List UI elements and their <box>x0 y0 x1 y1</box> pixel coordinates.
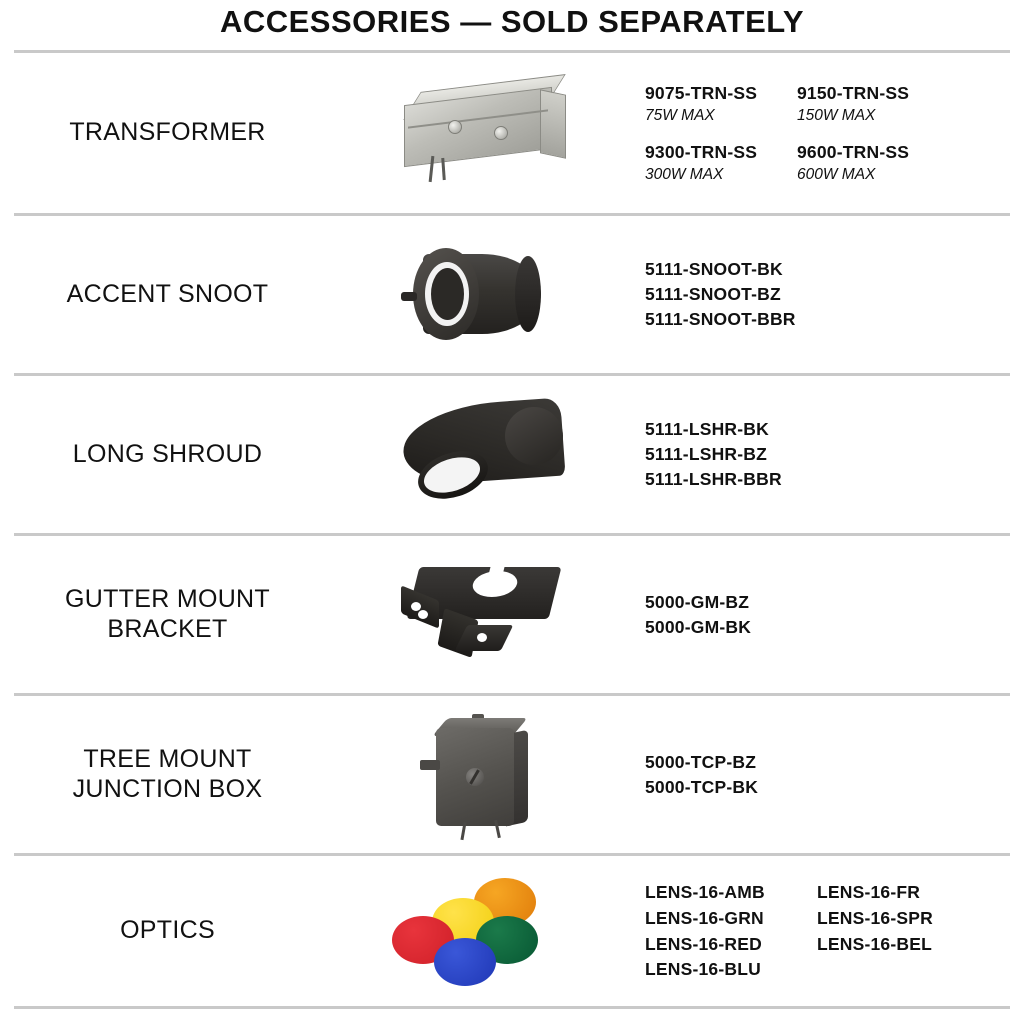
code-cell <box>645 81 797 126</box>
code-sub: 600W MAX <box>797 165 876 183</box>
row-label-line2: BRACKET <box>107 614 228 643</box>
code-text: 5111-LSHR-BZ <box>645 444 768 465</box>
row-codes-transformer <box>635 81 1024 185</box>
code-cell <box>797 140 1024 185</box>
code-text: 5111-SNOOT-BZ <box>645 284 781 305</box>
row-label-transformer: TRANSFORMER <box>69 118 266 147</box>
code-sub: 300W MAX <box>645 165 724 183</box>
table-row <box>0 376 1024 533</box>
code-sub: 75W MAX <box>645 106 715 124</box>
code-text: 5111-LSHR-BBR <box>645 468 782 489</box>
row-label-line1: GUTTER MOUNT <box>65 585 270 613</box>
long-shroud-image <box>335 397 635 512</box>
code-text: 5000-GM-BZ <box>645 591 750 612</box>
table-row <box>0 856 1024 1006</box>
code-text: 5000-TCP-BK <box>645 776 759 797</box>
row-codes-gutter-mount-bracket <box>635 590 1024 640</box>
optics-lenses-image <box>335 876 635 986</box>
row-label-line2: JUNCTION BOX <box>72 774 263 803</box>
code-cell <box>645 140 797 185</box>
table-row <box>0 53 1024 213</box>
accent-snoot-image <box>335 240 635 350</box>
code-cell <box>797 81 1024 126</box>
code-text: 5111-LSHR-BK <box>645 419 769 440</box>
code-text: 5111-SNOOT-BBR <box>645 308 796 329</box>
code-text: LENS-16-RED <box>645 933 762 954</box>
code-text: LENS-16-BEL <box>817 933 932 954</box>
code-sub: 150W MAX <box>797 106 876 124</box>
page-title: ACCESSORIES — SOLD SEPARATELY <box>219 4 805 39</box>
row-label-accent-snoot: ACCENT SNOOT <box>66 279 269 308</box>
divider <box>14 1006 1010 1009</box>
code-text: 5111-SNOOT-BK <box>645 259 783 280</box>
row-label-tree-mount-junction-box <box>0 745 335 804</box>
code-text: 9300-TRN-SS <box>645 142 758 162</box>
table-row <box>0 216 1024 373</box>
row-codes-optics <box>635 880 1024 982</box>
code-text: 9600-TRN-SS <box>797 142 910 162</box>
row-codes-tree-mount-junction-box <box>635 750 1024 800</box>
row-label-line1: TREE MOUNT <box>83 745 252 773</box>
code-text: 9075-TRN-SS <box>645 83 758 104</box>
code-text: LENS-16-BLU <box>645 959 761 980</box>
transformer-image <box>335 78 635 188</box>
row-label-gutter-mount-bracket <box>0 585 335 644</box>
tree-mount-junction-box-image <box>335 710 635 840</box>
table-row <box>0 696 1024 853</box>
code-text: 5000-GM-BK <box>645 616 752 637</box>
code-text: LENS-16-SPR <box>817 907 933 928</box>
code-text: LENS-16-AMB <box>645 881 765 902</box>
code-text: LENS-16-GRN <box>645 907 764 928</box>
lens-blue-icon <box>434 938 496 986</box>
row-label-optics: OPTICS <box>120 916 215 945</box>
gutter-mount-bracket-image <box>335 557 635 672</box>
table-row <box>0 536 1024 693</box>
code-text: LENS-16-FR <box>817 881 921 902</box>
code-text: 5000-TCP-BZ <box>645 751 757 772</box>
row-codes-long-shroud <box>635 417 1024 492</box>
code-text: 9150-TRN-SS <box>797 83 910 104</box>
row-codes-accent-snoot <box>635 257 1024 332</box>
row-label-long-shroud: LONG SHROUD <box>72 439 263 468</box>
